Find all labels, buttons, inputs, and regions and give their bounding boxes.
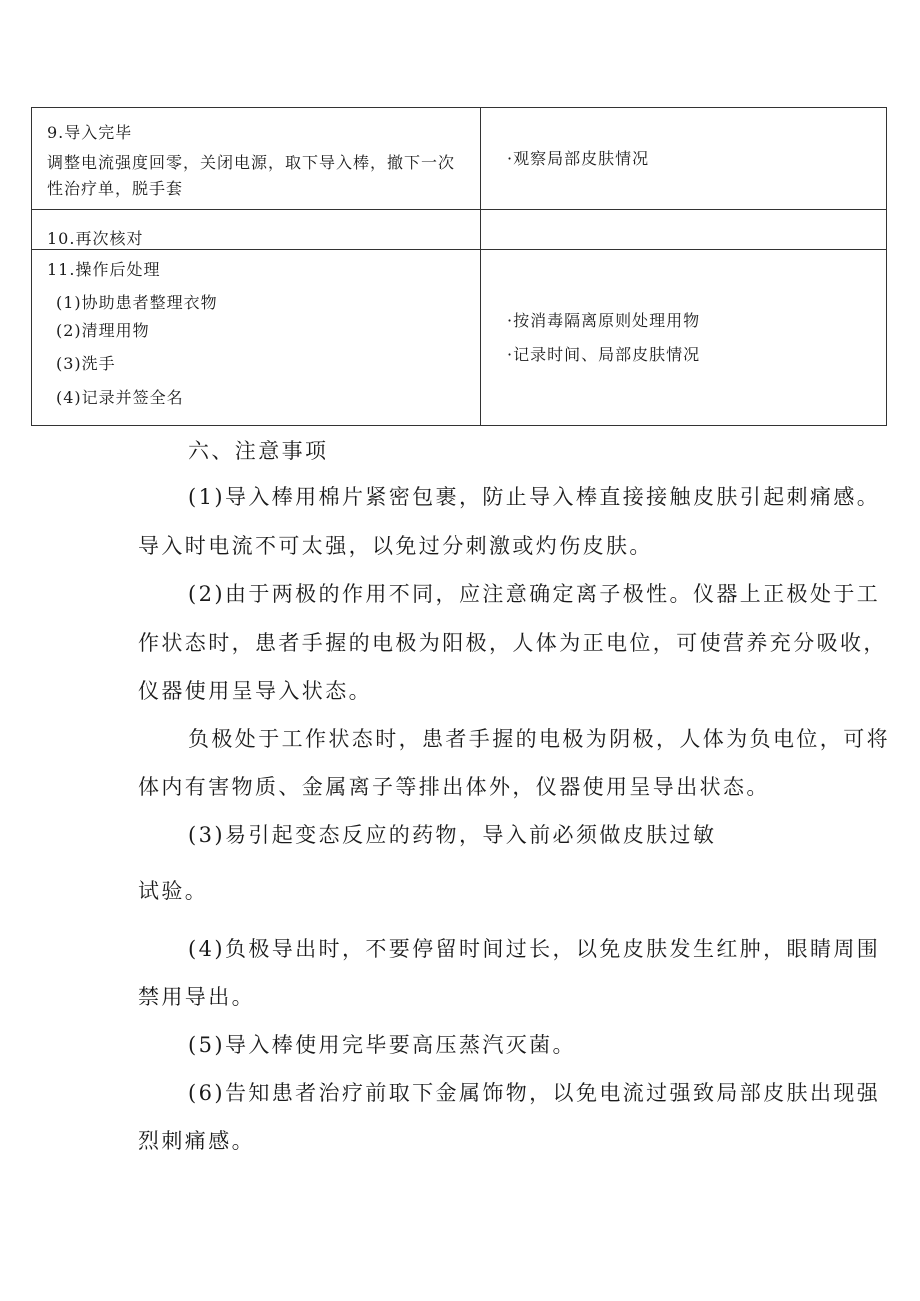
step-text-line: 调整电流强度回零，关闭电源，取下导入棒，撤下一次 bbox=[47, 153, 456, 172]
paragraph-line: 导入时电流不可太强，以免过分刺激或灼伤皮肤。 bbox=[138, 534, 653, 558]
table-row-11 bbox=[32, 249, 886, 425]
note-text: ·按消毒隔离原则处理用物 bbox=[507, 311, 701, 330]
step-text-line: 性治疗单，脱手套 bbox=[47, 179, 184, 198]
step-item: (1)协助患者整理衣物 bbox=[56, 293, 218, 312]
table-row-10 bbox=[32, 209, 886, 249]
step-title: 11.操作后处理 bbox=[47, 260, 161, 279]
note-text: ·观察局部皮肤情况 bbox=[507, 149, 650, 168]
section-heading: 六、注意事项 bbox=[188, 439, 329, 463]
paragraph-line: 烈刺痛感。 bbox=[138, 1129, 255, 1153]
step-item: (4)记录并签全名 bbox=[56, 388, 184, 407]
note-text: ·记录时间、局部皮肤情况 bbox=[507, 345, 701, 364]
paragraph-line: (3)易引起变态反应的药物，导入前必须做皮肤过敏 bbox=[188, 823, 717, 847]
paragraph-line: (6)告知患者治疗前取下金属饰物，以免电流过强致局部皮肤出现强 bbox=[188, 1081, 881, 1105]
note-cell bbox=[481, 108, 886, 209]
step-item: (3)洗手 bbox=[56, 354, 116, 373]
step-cell bbox=[32, 250, 481, 425]
table-row-9 bbox=[32, 108, 886, 209]
note-cell bbox=[481, 250, 886, 425]
step-title: 9.导入完毕 bbox=[47, 123, 133, 142]
note-cell bbox=[481, 210, 886, 249]
paragraph-line: 体内有害物质、金属离子等排出体外，仪器使用呈导出状态。 bbox=[138, 775, 770, 799]
paragraph-line: 试验。 bbox=[138, 879, 209, 903]
paragraph-line: (5)导入棒使用完毕要高压蒸汽灭菌。 bbox=[188, 1033, 576, 1057]
paragraph-line: 禁用导出。 bbox=[138, 985, 255, 1009]
step-title: 10.再次核对 bbox=[47, 229, 144, 248]
procedure-table bbox=[31, 107, 887, 426]
step-item: (2)清理用物 bbox=[56, 321, 150, 340]
paragraph-line: (1)导入棒用棉片紧密包裹，防止导入棒直接接触皮肤引起刺痛感。 bbox=[188, 485, 881, 509]
step-cell bbox=[32, 108, 481, 209]
paragraph-line: 作状态时，患者手握的电极为阳极，人体为正电位，可使营养充分吸收， bbox=[138, 631, 887, 655]
paragraph-line: (2)由于两极的作用不同，应注意确定离子极性。仪器上正极处于工 bbox=[188, 582, 881, 606]
paragraph-line: (4)负极导出时，不要停留时间过长，以免皮肤发生红肿，眼睛周围 bbox=[188, 937, 881, 961]
step-cell bbox=[32, 210, 481, 249]
paragraph-line: 负极处于工作状态时，患者手握的电极为阴极，人体为负电位，可将 bbox=[188, 727, 890, 751]
paragraph-line: 仪器使用呈导入状态。 bbox=[138, 679, 372, 703]
